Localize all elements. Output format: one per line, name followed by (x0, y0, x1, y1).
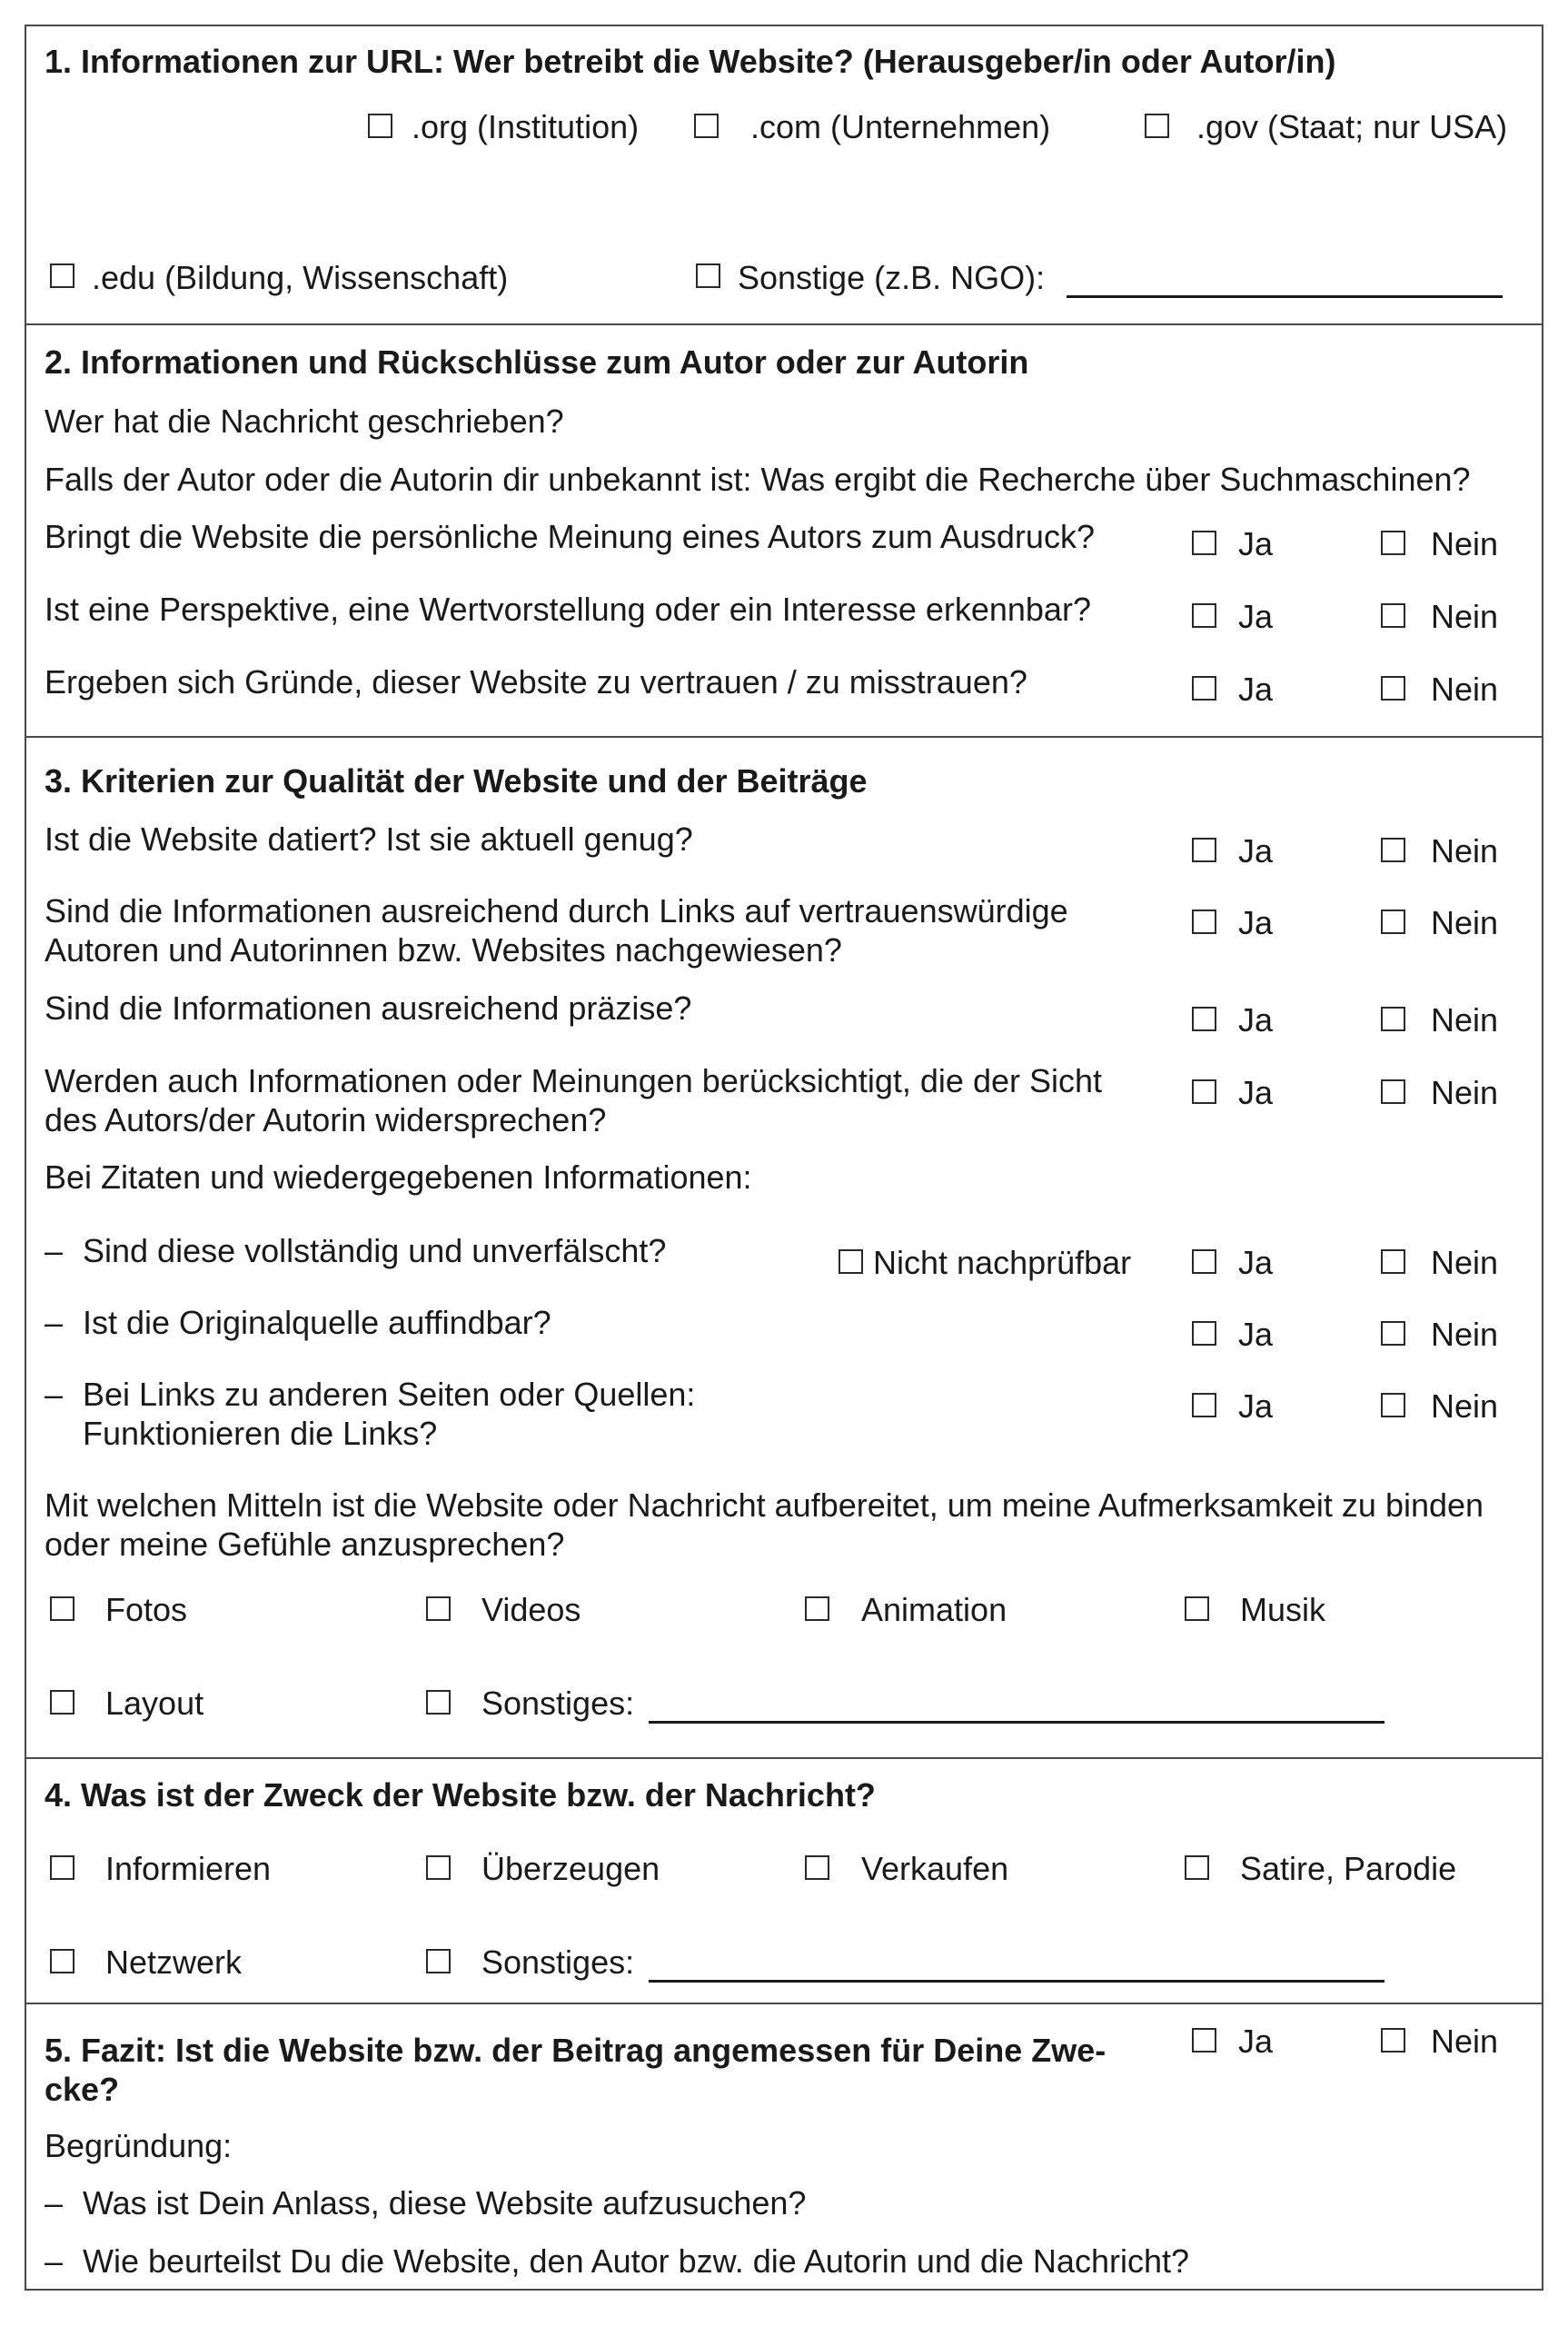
question-text: Sind die Informationen ausreichend durch Links auf vertrauenswürdige (45, 892, 1068, 929)
question-text: Ist die Originalquelle auffindbar? (83, 1304, 551, 1341)
yes-label: Ja (1238, 1001, 1274, 1039)
other-input-line[interactable] (649, 1721, 1384, 1724)
option-label: Sonstiges: (481, 1943, 635, 1981)
question-text: Werden auch Informationen oder Meinungen berücksichtigt, die der Sicht (45, 1062, 1103, 1099)
checkbox-yes[interactable] (1192, 603, 1216, 628)
option-label: Musik (1240, 1591, 1326, 1628)
question-text: Wie beurteilst Du die Website, den Autor bzw. die Autorin und die Nachricht? (83, 2242, 1190, 2280)
section-heading: 3. Kriterien zur Qualität der Website und der Beiträge (45, 762, 868, 800)
checkbox-no[interactable] (1381, 2028, 1405, 2053)
option-label: Satire, Parodie (1240, 1850, 1457, 1887)
yes-label: Ja (1238, 1074, 1274, 1111)
checkbox-verkaufen[interactable] (805, 1855, 829, 1880)
checkbox-yes[interactable] (1192, 1321, 1216, 1346)
no-label: Nein (1431, 832, 1499, 870)
question-text: oder meine Gefühle anzusprechen? (45, 1526, 565, 1563)
no-label: Nein (1431, 598, 1499, 635)
yes-label: Ja (1238, 1387, 1274, 1425)
checkbox-no[interactable] (1381, 1249, 1405, 1274)
section-heading: 1. Informationen zur URL: Wer betreibt die Website? (Herausgeber/in oder Autor/in) (45, 43, 1336, 80)
option-label: .com (Unternehmen) (750, 108, 1051, 145)
no-label: Nein (1431, 904, 1499, 941)
dash: – (45, 2242, 64, 2280)
option-label: Sonstiges: (481, 1685, 635, 1722)
not-verifiable-label: Nicht nachprüfbar (873, 1244, 1132, 1281)
no-label: Nein (1431, 525, 1499, 562)
question-text: Ist eine Perspektive, eine Wertvorstellung oder ein Interesse erkennbar? (45, 591, 1091, 628)
yes-label: Ja (1238, 1316, 1274, 1353)
checkbox-no[interactable] (1381, 1007, 1405, 1031)
checkbox-animation[interactable] (805, 1596, 829, 1621)
checkbox-other[interactable] (426, 1690, 451, 1715)
dash: – (45, 1376, 64, 1413)
option-label: .gov (Staat; nur USA) (1196, 108, 1508, 145)
section-heading: 2. Informationen und Rückschlüsse zum Autor oder zur Autorin (45, 343, 1029, 381)
option-label: .org (Institution) (412, 108, 640, 145)
dash: – (45, 1232, 64, 1269)
question-text: Funktionieren die Links? (83, 1415, 438, 1452)
section-author (26, 325, 1542, 738)
question-text: Bringt die Website die persönliche Meinung eines Autors zum Ausdruck? (45, 518, 1095, 555)
section-purpose (26, 1759, 1542, 2004)
checkbox-not-verifiable[interactable] (839, 1249, 863, 1274)
section-heading: 4. Was ist der Zweck der Website bzw. der Nachricht? (45, 1776, 876, 1814)
question-text: Sind die Informationen ausreichend präzise? (45, 989, 692, 1027)
checkbox-other[interactable] (426, 1949, 451, 1973)
checkbox-fotos[interactable] (50, 1596, 74, 1621)
yes-label: Ja (1238, 904, 1274, 941)
checkbox-yes[interactable] (1192, 1079, 1216, 1104)
checkbox-yes[interactable] (1192, 838, 1216, 862)
question-text: Sind diese vollständig und unverfälscht? (83, 1232, 667, 1269)
reason-label: Begründung: (45, 2127, 233, 2164)
checkbox-no[interactable] (1381, 910, 1405, 934)
dash: – (45, 1304, 64, 1341)
option-label: Fotos (105, 1591, 188, 1628)
no-label: Nein (1431, 1316, 1499, 1353)
question-text: Falls der Autor oder die Autorin dir unbekannt ist: Was ergibt die Recherche über Suchmaschinen? (45, 461, 1471, 498)
yes-label: Ja (1238, 525, 1274, 562)
yes-label: Ja (1238, 1244, 1274, 1281)
checkbox-videos[interactable] (426, 1596, 451, 1621)
option-label: Layout (105, 1685, 204, 1722)
no-label: Nein (1431, 1244, 1499, 1281)
other-input-line[interactable] (1067, 295, 1503, 298)
checkbox-yes[interactable] (1192, 1249, 1216, 1274)
no-label: Nein (1431, 1387, 1499, 1425)
checkbox-ueberzeugen[interactable] (426, 1855, 451, 1880)
yes-label: Ja (1238, 2023, 1274, 2060)
checkbox-yes[interactable] (1192, 676, 1216, 701)
checkbox-yes[interactable] (1192, 910, 1216, 934)
checkbox-no[interactable] (1381, 1393, 1405, 1417)
option-label: Überzeugen (481, 1850, 660, 1887)
section-heading: cke? (45, 2071, 120, 2108)
option-label: .edu (Bildung, Wissenschaft) (92, 259, 509, 296)
evaluation-form (25, 25, 1543, 2291)
checkbox-musik[interactable] (1185, 1596, 1209, 1621)
question-text: Bei Zitaten und wiedergegebenen Informationen: (45, 1158, 752, 1196)
yes-label: Ja (1238, 671, 1274, 708)
checkbox-edu[interactable] (50, 263, 74, 288)
option-label: Netzwerk (105, 1943, 243, 1981)
option-label: Videos (481, 1591, 581, 1628)
checkbox-com[interactable] (694, 114, 719, 138)
question-text: Wer hat die Nachricht geschrieben? (45, 403, 564, 440)
option-label: Verkaufen (861, 1850, 1009, 1887)
checkbox-no[interactable] (1381, 1079, 1405, 1104)
yes-label: Ja (1238, 832, 1274, 870)
checkbox-informieren[interactable] (50, 1855, 74, 1880)
checkbox-no[interactable] (1381, 531, 1405, 555)
option-label: Sonstige (z.B. NGO): (738, 259, 1046, 296)
checkbox-no[interactable] (1381, 1321, 1405, 1346)
checkbox-gov[interactable] (1145, 114, 1169, 138)
question-text: des Autors/der Autorin widersprechen? (45, 1101, 607, 1138)
dash: – (45, 2184, 64, 2222)
section-quality (26, 738, 1542, 1759)
question-text: Autoren und Autorinnen bzw. Websites nachgewiesen? (45, 931, 842, 969)
checkbox-other[interactable] (696, 263, 720, 288)
no-label: Nein (1431, 1074, 1499, 1111)
question-text: Bei Links zu anderen Seiten oder Quellen: (83, 1376, 696, 1413)
checkbox-no[interactable] (1381, 603, 1405, 628)
checkbox-netzwerk[interactable] (50, 1949, 74, 1973)
question-text: Ist die Website datiert? Ist sie aktuell genug? (45, 820, 693, 858)
option-label: Informieren (105, 1850, 272, 1887)
question-text: Ergeben sich Gründe, dieser Website zu vertrauen / zu misstrauen? (45, 663, 1027, 701)
checkbox-satire[interactable] (1185, 1855, 1209, 1880)
no-label: Nein (1431, 671, 1499, 708)
section-heading: 5. Fazit: Ist die Website bzw. der Beitrag angemessen für Deine Zwe- (45, 2032, 1107, 2069)
checkbox-no[interactable] (1381, 676, 1405, 701)
yes-label: Ja (1238, 598, 1274, 635)
section-conclusion (26, 2004, 1542, 2292)
checkbox-yes[interactable] (1192, 1007, 1216, 1031)
checkbox-yes[interactable] (1192, 1393, 1216, 1417)
question-text: Mit welchen Mitteln ist die Website oder Nachricht aufbereitet, um meine Aufmerksamkeit zu binden (45, 1486, 1484, 1524)
no-label: Nein (1431, 1001, 1499, 1039)
section-url (26, 26, 1542, 325)
checkbox-yes[interactable] (1192, 2028, 1216, 2053)
checkbox-no[interactable] (1381, 838, 1405, 862)
question-text: Was ist Dein Anlass, diese Website aufzusuchen? (83, 2184, 807, 2222)
no-label: Nein (1431, 2023, 1499, 2060)
other-input-line[interactable] (649, 1980, 1384, 1983)
checkbox-layout[interactable] (50, 1690, 74, 1715)
checkbox-yes[interactable] (1192, 531, 1216, 555)
option-label: Animation (861, 1591, 1007, 1628)
checkbox-org[interactable] (368, 114, 392, 138)
